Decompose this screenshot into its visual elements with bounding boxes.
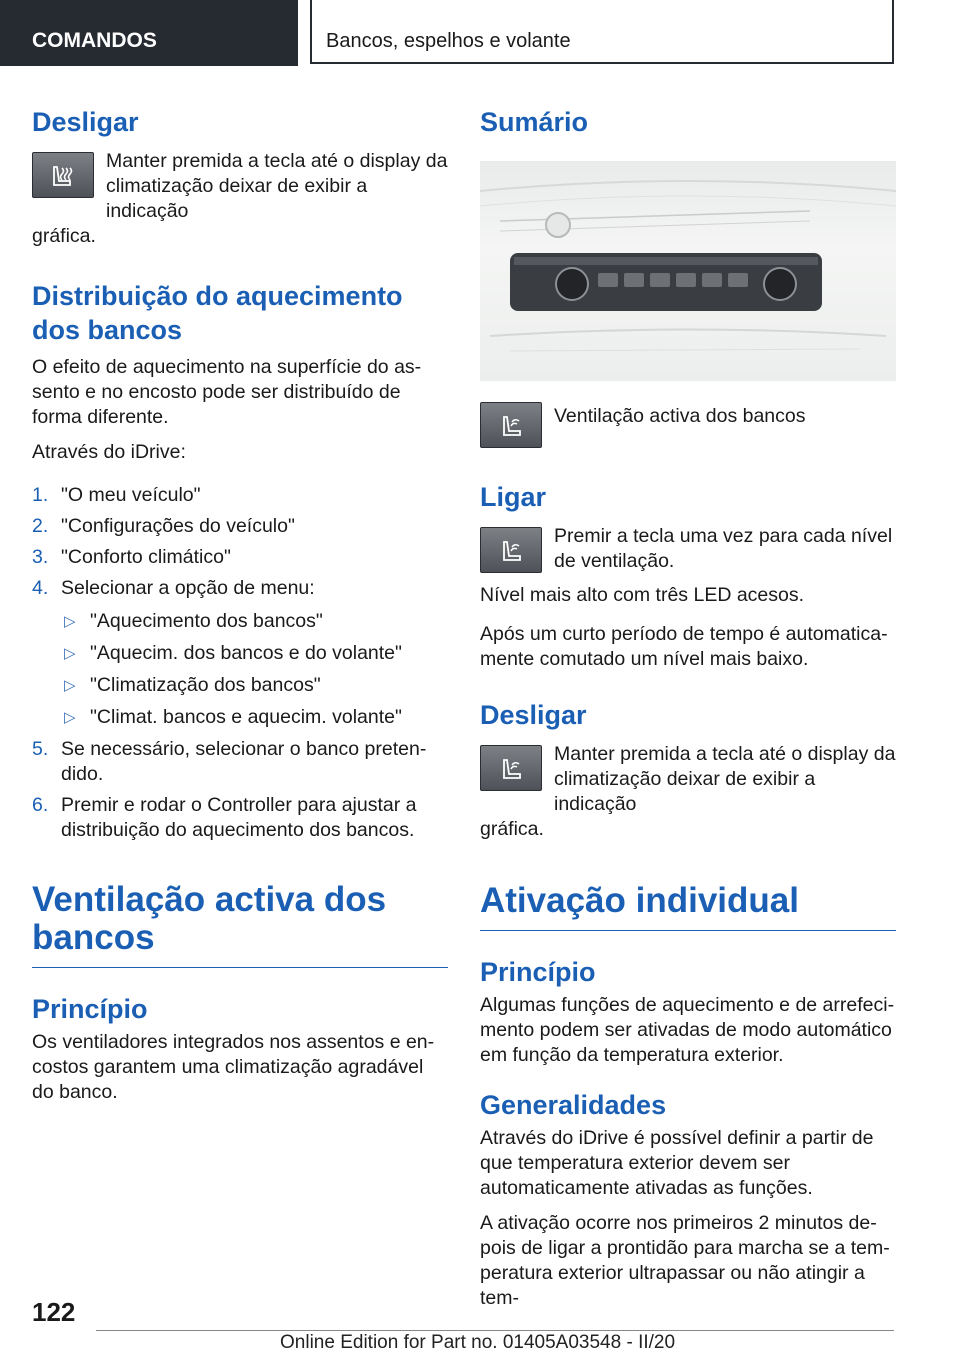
triangle-right-icon: ▷: [64, 645, 76, 662]
sumario-caption: Ventilação activa dos bancos: [554, 405, 806, 427]
title-ativacao: Ativação individual: [480, 882, 896, 931]
ligar-text-line2: de ventilação.: [554, 550, 675, 572]
desligar-text-line1: Manter premida a tecla até o display da: [106, 150, 448, 172]
heading-ligar: Ligar: [480, 482, 547, 512]
generalidades-paragraph1: Através do iDrive é possível definir a partir de que temperatura exterior devem ser automaticamente ativadas as funções.: [480, 1127, 874, 1199]
ligar-paragraph2: Após um curto período de tempo é automaticamente comutado um nível mais baixo.: [480, 623, 888, 670]
step-item: 5. Se necessário, selecionar o banco pretendido.: [32, 738, 427, 785]
desligar-right-line2: climatização deixar de exibir a indicação: [554, 768, 816, 815]
seat-ventilation-icon: [480, 527, 542, 573]
heading-principio-right: Princípio: [480, 957, 596, 987]
left-column: [32, 100, 448, 1105]
principio-left-text: Os ventiladores integrados nos assentos e encostos garantem uma climatização agradável do banco.: [32, 1031, 435, 1103]
heading-principio-left: Princípio: [32, 994, 148, 1024]
seat-heating-icon: [32, 152, 94, 198]
ligar-instruction: [480, 524, 896, 577]
heading-generalidades: Generalidades: [480, 1090, 667, 1120]
triangle-right-icon: ▷: [64, 709, 76, 726]
distribuicao-paragraph: O efeito de aquecimento na superfície do assento e no encosto pode ser distribuído de forma diferente.: [32, 356, 422, 428]
triangle-right-icon: ▷: [64, 613, 76, 630]
ligar-paragraph1: Nível mais alto com três LED acesos.: [480, 584, 805, 606]
steps-list: [32, 483, 448, 843]
generalidades-paragraph2: A ativação ocorre nos primeiros 2 minutos depois de ligar a prontidão para marcha se a temperatura exterior ultrapassar ou não atingir a tem-: [480, 1212, 890, 1309]
ligar-text-line1: Premir a tecla uma vez para cada nível: [554, 525, 893, 547]
menu-option: ▷ "Aquecimento dos bancos": [64, 610, 323, 632]
sumario-caption-row: [480, 399, 896, 452]
desligar-right-line1: Manter premida a tecla até o display da: [554, 743, 896, 765]
menu-option: ▷ "Aquecim. dos bancos e do volante": [64, 642, 402, 664]
step-item: 6. Premir e rodar o Controller para ajustar a distribuição do aquecimento dos bancos.: [32, 794, 417, 841]
footer-edition: Online Edition for Part no. 01405A03548 - II/20: [280, 1332, 676, 1353]
section-title: COMANDOS: [0, 0, 298, 66]
chapter-title: Bancos, espelhos e volante: [310, 0, 894, 64]
step-item: 4. Selecionar a opção de menu: ▷ "Aquecimento dos bancos" ▷ "Aquecim. dos bancos e do volante" ▷ "Climatização dos bancos" ▷ "Climat. bancos e aquecim. volante": [32, 576, 448, 730]
menu-options-list: [61, 609, 448, 730]
title-ventilacao: Ventilação activa dos bancos: [32, 881, 448, 968]
seat-ventilation-icon: [480, 402, 542, 448]
desligar-text-line2: climatização deixar de exibir a indicação: [106, 175, 368, 222]
triangle-right-icon: ▷: [64, 677, 76, 694]
desligar-instruction: [32, 149, 448, 249]
menu-option: ▷ "Climat. bancos e aquecim. volante": [64, 706, 402, 728]
heading-desligar-right: Desligar: [480, 700, 587, 730]
idrive-intro: Através do iDrive:: [32, 441, 186, 463]
heading-sumario: Sumário: [480, 107, 589, 137]
heading-distribuicao: Distribuição do aquecimento dos bancos: [32, 281, 403, 345]
step-item: 3. "Conforto climático": [32, 546, 231, 568]
heading-desligar: Desligar: [32, 107, 139, 137]
climate-panel-photo: [480, 161, 896, 381]
step-item: 1. "O meu veículo": [32, 484, 201, 506]
page-number: 122: [32, 1297, 76, 1327]
desligar-right-line3: gráfica.: [480, 818, 544, 840]
desligar-text-line3: gráfica.: [32, 225, 96, 247]
page-header: [0, 0, 960, 66]
seat-ventilation-icon: [480, 745, 542, 791]
principio-right-text: Algumas funções de aquecimento e de arrefecimento podem ser ativadas de modo automático em função da temperatura exterior.: [480, 994, 895, 1066]
right-column: [480, 100, 896, 1311]
menu-option: ▷ "Climatização dos bancos": [64, 674, 321, 696]
step-item: 2. "Configurações do veículo": [32, 515, 295, 537]
desligar-right-instruction: [480, 742, 896, 842]
